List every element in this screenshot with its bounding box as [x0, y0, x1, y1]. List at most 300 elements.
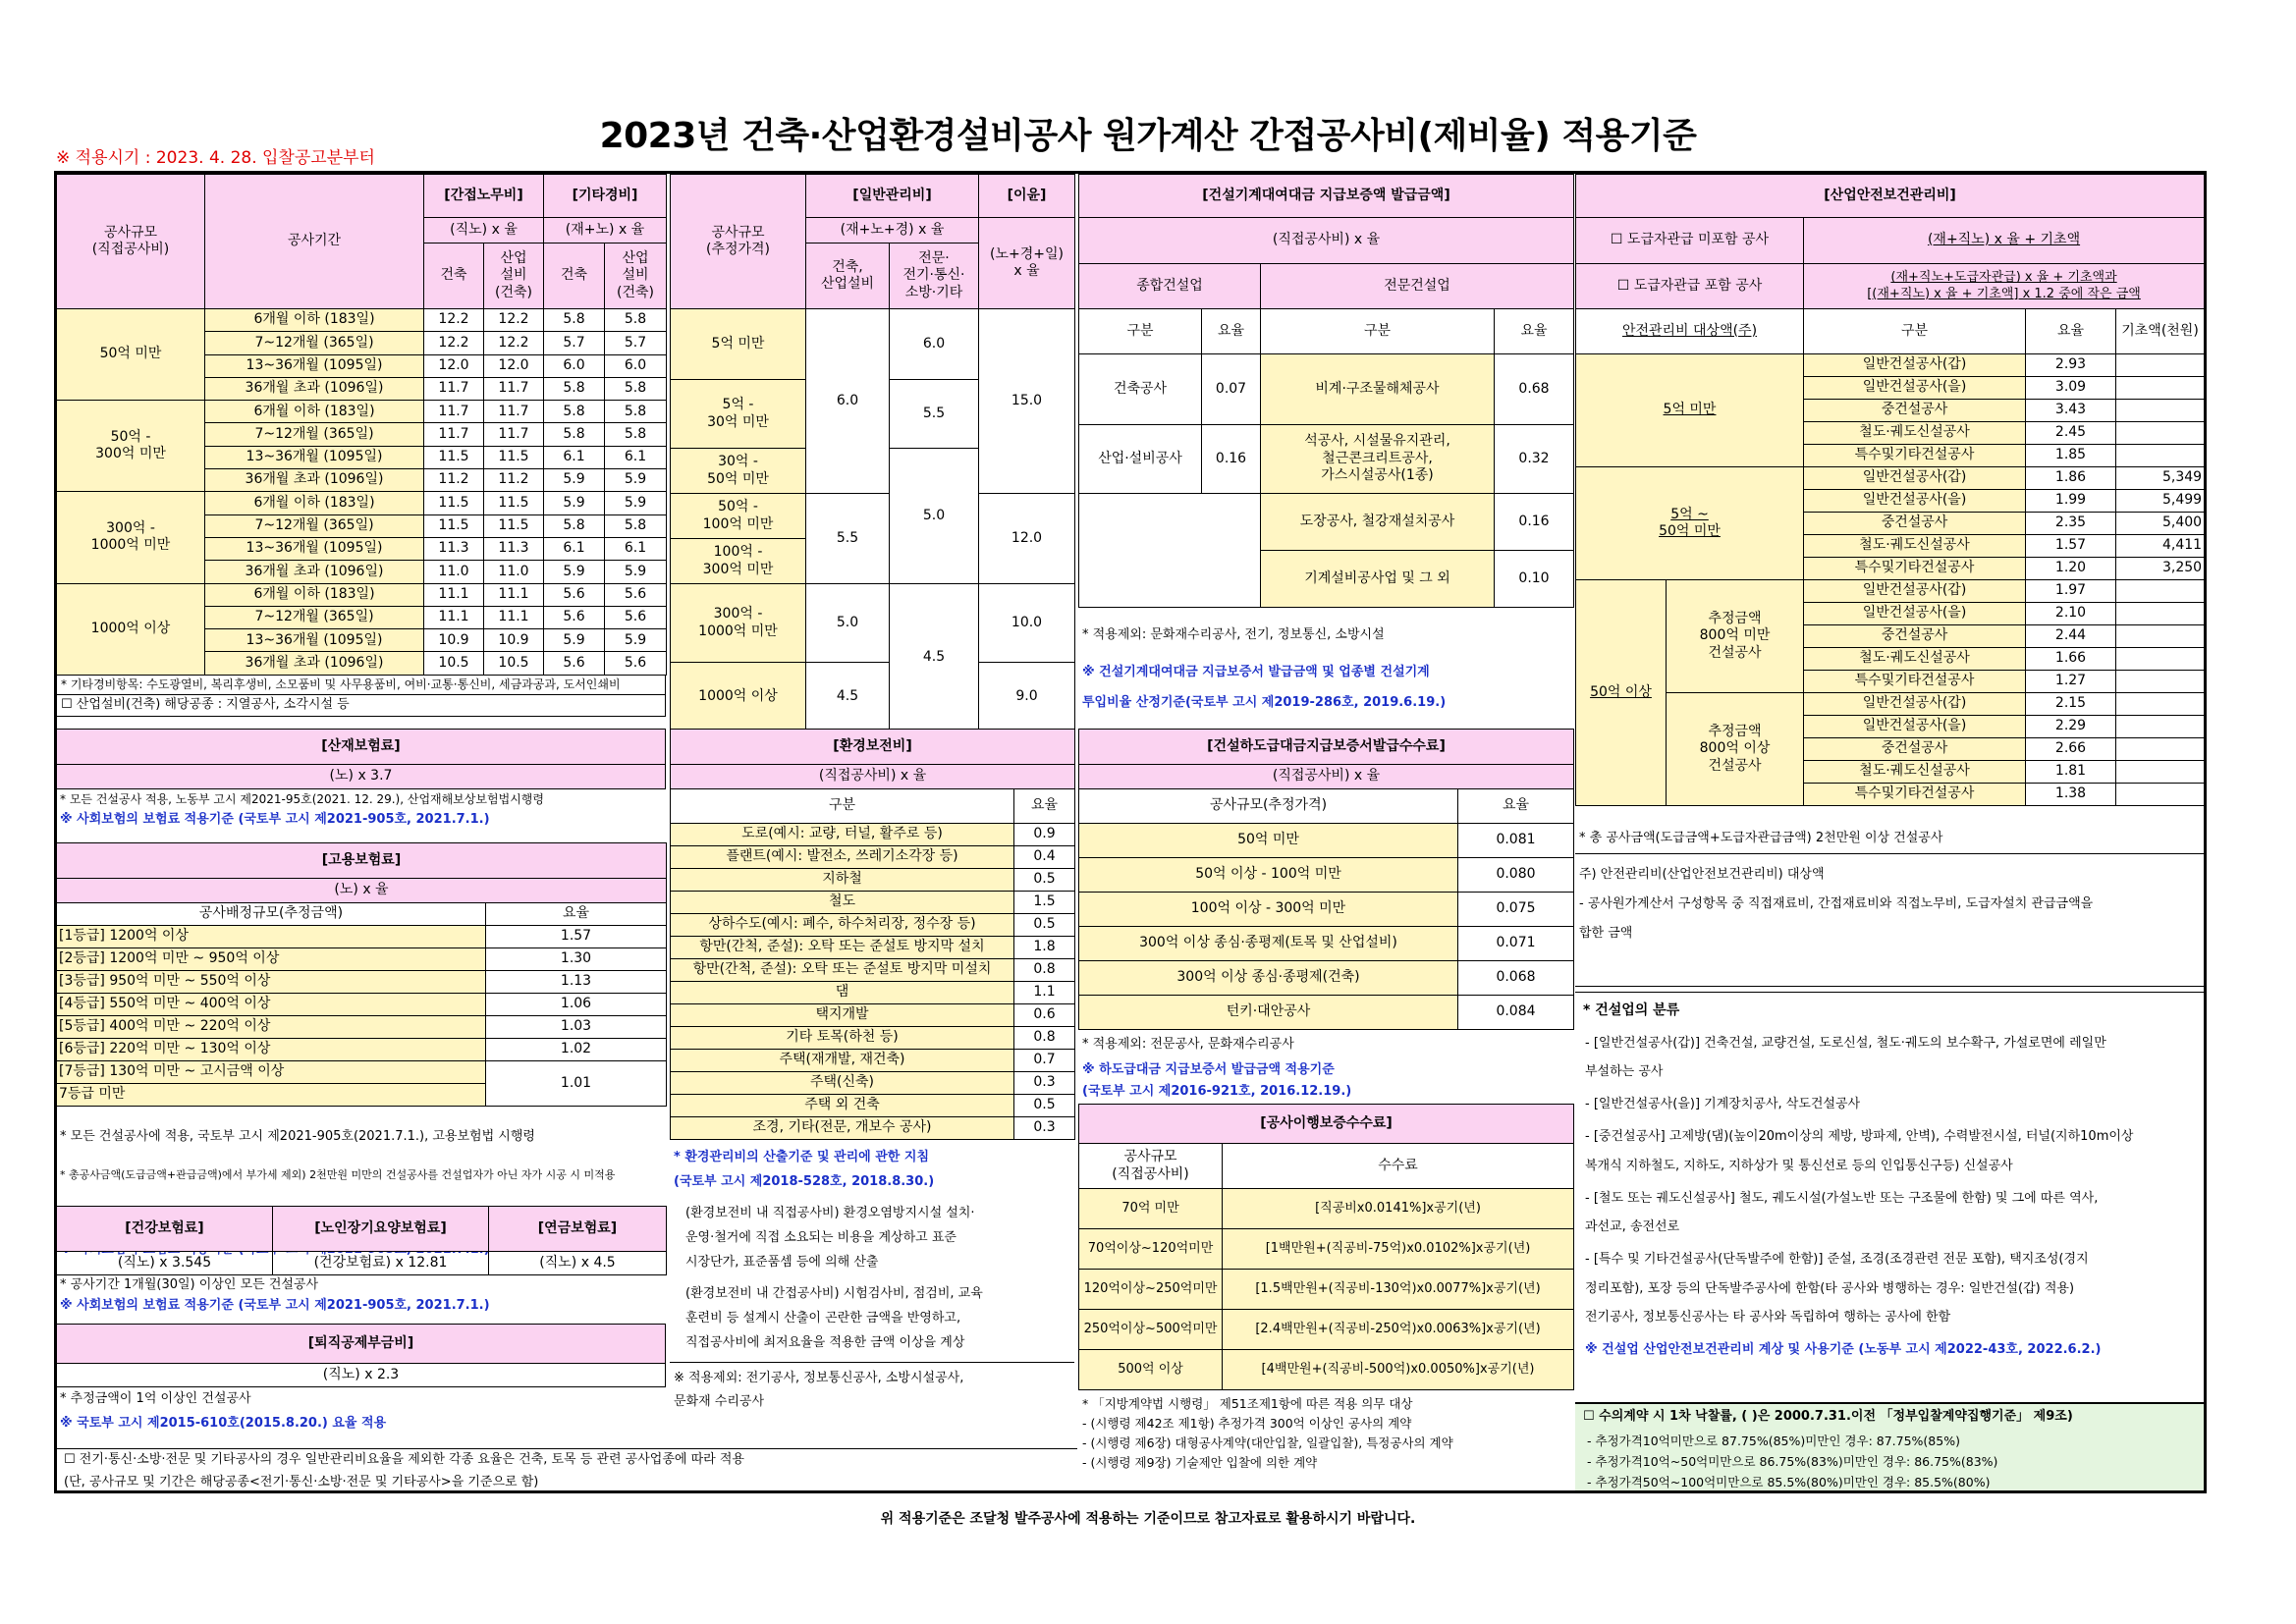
- safety-base: [2116, 761, 2205, 784]
- env-rate: 0.5: [1014, 1095, 1075, 1117]
- safety-type: 철도·궤도신설공사: [1804, 761, 2026, 784]
- subcon-row: [1079, 927, 1574, 961]
- labor-value: 6.1: [544, 537, 605, 560]
- employ-rate: 1.06: [486, 994, 667, 1016]
- safety-rate: 1.57: [2026, 535, 2116, 558]
- labor-period: 36개월 초과 (1096일): [205, 377, 424, 400]
- safety-scale: 50억 이상: [1576, 580, 1667, 806]
- mach-formula: (직접공사비) x 율: [1079, 218, 1574, 264]
- subcon-row: [1079, 858, 1574, 893]
- labor-scale: 300억 - 1000억 미만: [57, 492, 205, 583]
- labor-value: 5.6: [605, 606, 667, 628]
- gm-scale: 1000억 이상: [671, 663, 806, 731]
- subcon-table: [1078, 729, 1574, 1030]
- env-row: [671, 1072, 1075, 1095]
- labor-value: 5.8: [605, 377, 667, 400]
- labor-period: 6개월 이하 (183일): [205, 492, 424, 514]
- labor-h-other: [기타경비]: [544, 175, 667, 218]
- gm-c2-value: 6.0: [890, 309, 979, 380]
- safety-type: 철도·궤도신설공사: [1804, 422, 2026, 445]
- gm-h-c2: 전문· 전기·통신· 소방·기타: [890, 244, 979, 309]
- safety-type: 일반건설공사(갑): [1804, 354, 2026, 377]
- env-formula: (직접공사비) x 율: [671, 765, 1075, 789]
- labor-value: 5.6: [544, 606, 605, 628]
- subcon-title: [건설하도급대금지급보증서발급수수료]: [1079, 730, 1574, 765]
- subcon-row: [1079, 996, 1574, 1030]
- safety-type: 중건설공사: [1804, 400, 2026, 422]
- labor-value: 11.1: [424, 583, 484, 606]
- employ-row: [57, 1039, 667, 1061]
- safety-type: 일반건설공사(갑): [1804, 467, 2026, 490]
- env-type: 플랜트(예시: 발전소, 쓰레기소각장 등): [671, 846, 1014, 869]
- env-note-4: ※ 적용제외: 전기공사, 정보통신공사, 소방시설공사, 문화재 수리공사: [670, 1362, 1074, 1419]
- safety-type: 특수및기타건설공사: [1804, 671, 2026, 693]
- safety-base: [2116, 445, 2205, 467]
- mach-table: [1078, 174, 1574, 608]
- labor-h-period: 공사기간: [205, 175, 424, 309]
- gm-h-gm-formula: (재+노+경) x 율: [806, 218, 979, 244]
- labor-scale: 50억 미만: [57, 309, 205, 401]
- accident-title: [산재보험료]: [57, 730, 666, 765]
- health-block: [56, 1206, 666, 1317]
- perf-fee: [1.5백만원+(직공비-130억)x0.0077%]x공기(년): [1223, 1270, 1574, 1310]
- gm-h-c1: 건축, 산업설비: [806, 244, 890, 309]
- labor-value: 11.7: [424, 377, 484, 400]
- employ-rate: 1.30: [486, 948, 667, 971]
- safety-type: 철도·궤도신설공사: [1804, 535, 2026, 558]
- safety-r2-label: ☐ 도급자관급 포함 공사: [1576, 264, 1804, 309]
- perf-row: [1079, 1189, 1574, 1229]
- safety-type: 중건설공사: [1804, 625, 2026, 648]
- subcon-scale: 50억 미만: [1079, 824, 1458, 858]
- safety-type: 일반건설공사(을): [1804, 377, 2026, 400]
- mach-h-special: 전문건설업: [1261, 264, 1574, 309]
- labor-value: 6.1: [544, 446, 605, 468]
- mach-general-type: 산업·설비공사: [1079, 425, 1202, 494]
- labor-value: 6.0: [544, 354, 605, 377]
- labor-scale: 1000억 이상: [57, 583, 205, 675]
- subcon-scale: 50억 이상 - 100억 미만: [1079, 858, 1458, 893]
- retire-title: [퇴직공제부금비]: [57, 1325, 666, 1364]
- employ-scale: [6등급] 220억 미만 ~ 130억 이상: [57, 1039, 486, 1061]
- env-type: 조경, 기타(전문, 개보수 공사): [671, 1117, 1014, 1140]
- safety-rate: 1.85: [2026, 445, 2116, 467]
- mach-block: [1078, 174, 1573, 711]
- labor-value: 12.0: [484, 354, 544, 377]
- safety-h-base: 기초액(천원): [2116, 309, 2205, 354]
- env-row: [671, 869, 1075, 892]
- mach-special-type: 기계설비공사업 및 그 외: [1261, 551, 1495, 608]
- classify-item: - [특수 및 기타건설공사(단독발주에 한함)] 준설, 조경(조경관련 전문 포함), 택지조성(경지 정리포함), 포장 등의 단독발주공사에 한함(타 공사와 병행하는 경우: 일반건설(갑) 적용) 전기공사, 정보통신공사는 타 공사와 독립하여 행하는 공사에 한함: [1585, 1252, 2089, 1325]
- safety-rate: 2.45: [2026, 422, 2116, 445]
- labor-value: 5.9: [544, 629, 605, 652]
- safety-subscale: 추정금액 800억 미만 건설공사: [1667, 580, 1804, 693]
- labor-period: 13~36개월 (1095일): [205, 354, 424, 377]
- safety-base: 5,499: [2116, 490, 2205, 513]
- safety-base: 3,250: [2116, 558, 2205, 580]
- env-row: [671, 1050, 1075, 1072]
- footer-note: 위 적용기준은 조달청 발주공사에 적용하는 기준이므로 참고자료로 활용하시기 바랍니다.: [880, 1511, 1416, 1527]
- labor-value: 11.3: [424, 537, 484, 560]
- env-row: [671, 959, 1075, 982]
- employ-scale: [5등급] 400억 미만 ~ 220억 이상: [57, 1016, 486, 1039]
- employ-rate: 1.02: [486, 1039, 667, 1061]
- safety-base: [2116, 693, 2205, 716]
- subcon-rate: 0.068: [1458, 961, 1574, 996]
- labor-period: 13~36개월 (1095일): [205, 446, 424, 468]
- env-row: [671, 824, 1075, 846]
- labor-value: 5.6: [544, 652, 605, 675]
- health-note-2: ※ 사회보험의 보험료 적용기준 (국토부 고시 제2021-905호, 2021.7.1.): [60, 1297, 490, 1313]
- employ-row: [57, 948, 667, 971]
- gm-c1-value: 5.5: [806, 494, 890, 584]
- employ-rate: 1.01: [486, 1061, 667, 1107]
- safety-row: [1576, 354, 2205, 377]
- perf-fee: [직공비x0.0141%]x공기(년): [1223, 1189, 1574, 1229]
- mach-h-general: 종합건설업: [1079, 264, 1261, 309]
- env-type: 주택 외 건축: [671, 1095, 1014, 1117]
- employ-scale: [7등급] 130억 미만 ~ 고시금액 이상: [57, 1061, 486, 1084]
- env-row: [671, 982, 1075, 1004]
- labor-table: [56, 174, 667, 676]
- subcon-row: [1079, 824, 1574, 858]
- page-title: 2023년 건축·산업환경설비공사 원가계산 간접공사비(제비율) 적용기준: [599, 116, 1697, 156]
- env-row: [671, 914, 1075, 937]
- labor-h-plant: 산업 설비 (건축): [484, 244, 544, 309]
- safety-scale: 5억 미만: [1576, 354, 1804, 467]
- labor-value: 11.5: [424, 492, 484, 514]
- employ-scale: 7등급 미만: [57, 1084, 486, 1107]
- labor-value: 5.7: [544, 332, 605, 354]
- env-row: [671, 892, 1075, 914]
- safety-rate: 1.20: [2026, 558, 2116, 580]
- safety-base: [2116, 422, 2205, 445]
- env-row: [671, 1117, 1075, 1140]
- labor-value: 11.1: [484, 606, 544, 628]
- labor-value: 5.8: [605, 514, 667, 537]
- labor-value: 11.2: [424, 469, 484, 492]
- safety-rate: 1.66: [2026, 648, 2116, 671]
- subcon-rate: 0.075: [1458, 893, 1574, 927]
- env-type: 댐: [671, 982, 1014, 1004]
- employ-rate: 1.03: [486, 1016, 667, 1039]
- pension-formula: (직노) x 4.5: [489, 1252, 667, 1275]
- safety-type: 중건설공사: [1804, 513, 2026, 535]
- safety-r2-formula: (재+직노+도급자관급) x 율 + 기초액과 [(재+직노) x 율 + 기초액] x 1.2 중에 작은 금액: [1804, 264, 2205, 309]
- labor-value: 12.2: [484, 332, 544, 354]
- labor-period: 7~12개월 (365일): [205, 423, 424, 446]
- labor-value: 11.0: [484, 561, 544, 583]
- employ-note-1: * 모든 건설공사에 적용, 국토부 고시 제2021-905호(2021.7.1.), 고용보험법 시행령: [60, 1129, 535, 1145]
- employ-row: [57, 1061, 667, 1084]
- retire-note-2: ※ 국토부 고시 제2015-610호(2015.8.20.) 요율 적용: [60, 1415, 387, 1431]
- labor-period: 6개월 이하 (183일): [205, 583, 424, 606]
- safety-rate: 1.81: [2026, 761, 2116, 784]
- mach-empty: [1079, 494, 1261, 608]
- employ-scale: [2등급] 1200억 미만 ~ 950억 이상: [57, 948, 486, 971]
- accident-table: [56, 729, 666, 789]
- labor-value: 5.8: [544, 423, 605, 446]
- labor-period: 36개월 초과 (1096일): [205, 652, 424, 675]
- perf-note: * 「지방계약법 시행령」 제51조제1항에 따른 적용 의무 대상 - (시행령 제42조 제1항) 추정가격 300억 이상인 공사의 계약 - (시행령 제6장) 대형공사계약(대안입찰, 일괄입찰), 특정공사의 계약 - (시행령 제9장) 기술제안 입찰에 의한 계약: [1082, 1396, 1453, 1470]
- subcon-row: [1079, 961, 1574, 996]
- safety-h-type: 구분: [1804, 309, 2026, 354]
- env-type: 항만(간척, 준설): 오탁 또는 준설토 방지막 미설치: [671, 959, 1014, 982]
- mach-general-rate: 0.16: [1202, 425, 1261, 494]
- labor-notes: [56, 676, 666, 717]
- labor-value: 5.8: [544, 514, 605, 537]
- labor-value: 5.8: [544, 401, 605, 423]
- labor-value: 5.9: [544, 469, 605, 492]
- labor-value: 11.7: [484, 377, 544, 400]
- safety-rate: 2.15: [2026, 693, 2116, 716]
- safety-type: 철도·궤도신설공사: [1804, 648, 2026, 671]
- safety-rate: 1.99: [2026, 490, 2116, 513]
- labor-period: 13~36개월 (1095일): [205, 537, 424, 560]
- labor-period: 6개월 이하 (183일): [205, 309, 424, 332]
- labor-table-block: [56, 174, 666, 717]
- labor-row: [57, 492, 667, 514]
- labor-h-arch: 건축: [544, 244, 605, 309]
- classify-item: - [일반건설공사(갑)] 건축건설, 교량건설, 도로신설, 철도·궤도의 보수확구, 가설로면에 레일만 부설하는 공사: [1585, 1035, 2106, 1079]
- perf-scale: 70억 미만: [1079, 1189, 1223, 1229]
- env-row: [671, 1095, 1075, 1117]
- env-rate: 1.5: [1014, 892, 1075, 914]
- gm-profit-value: 10.0: [979, 584, 1075, 663]
- env-h-type: 구분: [671, 789, 1014, 824]
- env-row: [671, 1004, 1075, 1027]
- subcon-formula: (직접공사비) x 율: [1079, 765, 1574, 789]
- labor-h-plant: 산업 설비 (건축): [605, 244, 667, 309]
- labor-value: 6.1: [605, 446, 667, 468]
- safety-type: 일반건설공사(을): [1804, 716, 2026, 738]
- subcon-h-rate: 요율: [1458, 789, 1574, 824]
- employ-formula: (노) x 율: [57, 879, 667, 903]
- labor-period: 7~12개월 (365일): [205, 332, 424, 354]
- labor-value: 5.8: [544, 309, 605, 332]
- labor-period: 36개월 초과 (1096일): [205, 561, 424, 583]
- labor-value: 11.5: [484, 514, 544, 537]
- labor-h-arch: 건축: [424, 244, 484, 309]
- classify-item: - [중건설공사] 고제방(댐)(높이20m이상의 제방, 방파제, 안벽), 수력발전시설, 터널(지하10m이상 복개식 지하철도, 지하도, 지하상가 및 통신선로 등의 인입통신구등) 신설공사: [1585, 1129, 2134, 1173]
- labor-value: 12.2: [424, 309, 484, 332]
- labor-value: 5.8: [605, 423, 667, 446]
- env-title: [환경보전비]: [671, 730, 1075, 765]
- labor-value: 11.1: [484, 583, 544, 606]
- labor-note-2: ☐ 산업설비(건축) 해당공종 : 지열공사, 소각시설 등: [57, 694, 665, 716]
- labor-value: 5.9: [605, 561, 667, 583]
- labor-period: 13~36개월 (1095일): [205, 629, 424, 652]
- labor-value: 12.2: [484, 309, 544, 332]
- mach-h-rate: 요율: [1202, 309, 1261, 354]
- mach-special-type: 도장공사, 철강재설치공사: [1261, 494, 1495, 551]
- safety-scale: 5억 ~ 50억 미만: [1576, 467, 1804, 580]
- mach-h-type: 구분: [1261, 309, 1495, 354]
- env-rate: 0.3: [1014, 1117, 1075, 1140]
- labor-value: 5.8: [605, 309, 667, 332]
- safety-base: [2116, 603, 2205, 625]
- env-rate: 0.7: [1014, 1050, 1075, 1072]
- safety-base: [2116, 648, 2205, 671]
- gm-h-profit: [이윤]: [979, 175, 1075, 218]
- classify-block: [1575, 992, 2204, 1402]
- labor-value: 6.0: [605, 354, 667, 377]
- safety-rate: 2.35: [2026, 513, 2116, 535]
- subcon-scale: 300억 이상 종심·종평제(토목 및 산업설비): [1079, 927, 1458, 961]
- labor-h-other-formula: (재+노) x 율: [544, 218, 667, 244]
- health-title: [건강보험료]: [57, 1207, 273, 1252]
- gm-c2-value: 5.5: [890, 380, 979, 449]
- subcon-h-scale: 공사규모(추정가격): [1079, 789, 1458, 824]
- mach-note-2: ※ 건설기계대여대금 지급보증서 발급금액 및 업종별 건설기계 투입비율 산정기준(국토부 고시 제2019-286호, 2019.6.19.): [1082, 665, 1447, 711]
- perf-title: [공사이행보증수수료]: [1079, 1105, 1574, 1144]
- labor-value: 6.1: [605, 537, 667, 560]
- labor-value: 5.9: [605, 629, 667, 652]
- env-row: [671, 1027, 1075, 1050]
- env-row: [671, 937, 1075, 959]
- env-type: 지하철: [671, 869, 1014, 892]
- env-block: [670, 729, 1074, 1419]
- labor-value: 5.8: [605, 401, 667, 423]
- safety-r1-formula: (재+직노) x 율 + 기초액: [1804, 218, 2205, 264]
- gm-c2-value: 4.5: [890, 584, 979, 731]
- mach-special-rate: 0.32: [1495, 425, 1574, 494]
- perf-scale: 70억이상~120억미만: [1079, 1229, 1223, 1270]
- labor-value: 5.6: [605, 652, 667, 675]
- env-rate: 0.8: [1014, 959, 1075, 982]
- gm-profit-value: 12.0: [979, 494, 1075, 584]
- perf-row: [1079, 1310, 1574, 1350]
- safety-note-1: * 총 공사금액(도급금액+도급자관급금액) 2천만원 이상 건설공사: [1579, 831, 1943, 845]
- safety-r1-label: ☐ 도급자관급 미포함 공사: [1576, 218, 1804, 264]
- env-h-rate: 요율: [1014, 789, 1075, 824]
- contract-title: ☐ 수의계약 시 1차 낙찰률, ( )은 2000.7.31.이전 「정부입찰계약집행기준」 제9조): [1583, 1409, 2073, 1424]
- labor-value: 11.2: [484, 469, 544, 492]
- employ-rate: 1.13: [486, 971, 667, 994]
- safety-rate: 3.09: [2026, 377, 2116, 400]
- safety-base: [2116, 716, 2205, 738]
- labor-value: 11.7: [484, 423, 544, 446]
- env-rate: 1.1: [1014, 982, 1075, 1004]
- accident-note-1: * 모든 건설공사 적용, 노동부 고시 제2021-95호(2021. 12. 29.), 산업재해보상보험법시행령: [60, 792, 544, 806]
- gm-c1-value: 5.0: [806, 584, 890, 663]
- mach-special-rate: 0.16: [1495, 494, 1574, 551]
- env-type: 도로(예시: 교량, 터널, 활주로 등): [671, 824, 1014, 846]
- safety-type: 특수및기타건설공사: [1804, 445, 2026, 467]
- safety-title: [산업안전보건관리비]: [1576, 175, 2205, 218]
- perf-fee: [2.4백만원+(직공비-250억)x0.0063%]x공기(년): [1223, 1310, 1574, 1350]
- retire-formula: (직노) x 2.3: [57, 1364, 666, 1387]
- safety-rate: 3.43: [2026, 400, 2116, 422]
- labor-scale: 50억 - 300억 미만: [57, 401, 205, 492]
- gm-c2-value: 5.0: [890, 449, 979, 584]
- subcon-block: [1078, 729, 1573, 1103]
- safety-note-2: 주) 안전관리비(산업안전보건관리비) 대상액 - 공사원가계산서 구성항목 중 직접재료비, 간접재료비와 직접노무비, 도급자설치 관급금액을 합한 금액: [1575, 853, 2204, 987]
- retire-table: [56, 1324, 666, 1387]
- env-type: 철도: [671, 892, 1014, 914]
- safety-type: 일반건설공사(을): [1804, 490, 2026, 513]
- health-table: [56, 1206, 667, 1275]
- safety-type: 특수및기타건설공사: [1804, 784, 2026, 806]
- env-note-1: * 환경관리비의 산출기준 및 관리에 관한 지침 (국토부 고시 제2018-528호, 2018.8.30.): [674, 1150, 935, 1189]
- safety-rate: 1.97: [2026, 580, 2116, 603]
- gm-table-block: [670, 174, 1074, 731]
- gm-scale: 30억 - 50억 미만: [671, 449, 806, 494]
- subcon-row: [1079, 893, 1574, 927]
- env-rate: 1.8: [1014, 937, 1075, 959]
- labor-value: 11.7: [484, 401, 544, 423]
- env-rate: 0.9: [1014, 824, 1075, 846]
- labor-period: 7~12개월 (365일): [205, 514, 424, 537]
- labor-value: 5.9: [544, 561, 605, 583]
- env-type: 항만(간척, 준설): 오탁 또는 준설토 방지막 설치: [671, 937, 1014, 959]
- safety-base: [2116, 377, 2205, 400]
- env-type: 기타 토목(하천 등): [671, 1027, 1014, 1050]
- gm-h-scale: 공사규모 (추정가격): [671, 175, 806, 309]
- mach-title: [건설기계대여대금 지급보증액 발급금액]: [1079, 175, 1574, 218]
- perf-fee: [1백만원+(직공비-75억)x0.0102%]x공기(년): [1223, 1229, 1574, 1270]
- perf-scale: 120억이상~250억미만: [1079, 1270, 1223, 1310]
- labor-value: 10.9: [424, 629, 484, 652]
- mach-special-type: 비계·구조물해체공사: [1261, 354, 1495, 425]
- perf-scale: 250억이상~500억미만: [1079, 1310, 1223, 1350]
- ltc-title: [노인장기요양보험료]: [273, 1207, 489, 1252]
- labor-h-indirect: [간접노무비]: [424, 175, 544, 218]
- perf-table: [1078, 1104, 1574, 1390]
- safety-base: [2116, 784, 2205, 806]
- safety-rate: 2.66: [2026, 738, 2116, 761]
- perf-h-scale: 공사규모 (직접공사비): [1079, 1144, 1223, 1189]
- labor-row: [57, 309, 667, 332]
- safety-base: [2116, 738, 2205, 761]
- labor-value: 11.5: [424, 446, 484, 468]
- labor-value: 5.6: [544, 583, 605, 606]
- safety-rate: 2.10: [2026, 603, 2116, 625]
- contract-lines: - 추정가격10억미만으로 87.75%(85%)미만인 경우: 87.75%(85%) - 추정가격10억~50억미만으로 86.75%(83%)미만인 경우: 86.75%(83%) - 추정가격50억~100억미만으로 85.5%(80%)미만인 경우: 85.5%(80%): [1587, 1433, 1998, 1490]
- safety-h-rate: 요율: [2026, 309, 2116, 354]
- env-rate: 0.5: [1014, 869, 1075, 892]
- labor-period: 6개월 이하 (183일): [205, 401, 424, 423]
- safety-base: 4,411: [2116, 535, 2205, 558]
- accident-block: [56, 729, 666, 831]
- employ-row: [57, 994, 667, 1016]
- safety-base: [2116, 580, 2205, 603]
- labor-value: 11.0: [424, 561, 484, 583]
- classify-list: [1575, 1029, 2204, 1332]
- mach-special-type: 석공사, 시설물유지관리, 철근콘크리트공사, 가스시설공사(1종): [1261, 425, 1495, 494]
- pension-title: [연금보험료]: [489, 1207, 667, 1252]
- subcon-scale: 300억 이상 종심·종평제(건축): [1079, 961, 1458, 996]
- subcon-rate: 0.084: [1458, 996, 1574, 1030]
- safety-row: [1576, 467, 2205, 490]
- gm-c1-value: 4.5: [806, 663, 890, 731]
- bottom-note: ☐ 전기·통신·소방·전문 및 기타공사의 경우 일반관리비요율을 제외한 각종 요율은 건축, 토목 등 관련 공사업종에 따라 적용 (단, 공사규모 및 기간은 해당공종<전기·통신·소방·전문 및 기타공사>을 기준으로 함): [56, 1448, 1077, 1494]
- safety-base: [2116, 354, 2205, 377]
- accident-formula: (노) x 3.7: [57, 765, 666, 789]
- safety-row: [1576, 580, 2205, 603]
- gm-scale: 100억 - 300억 미만: [671, 539, 806, 584]
- env-type: 주택(재개발, 재건축): [671, 1050, 1014, 1072]
- retire-note-1: * 추정금액이 1억 이상인 건설공사: [60, 1391, 251, 1406]
- env-type: 주택(신축): [671, 1072, 1014, 1095]
- classify-title: * 건설업의 분류: [1583, 1002, 1680, 1018]
- safety-base: [2116, 400, 2205, 422]
- gm-h-gm: [일반관리비]: [806, 175, 979, 218]
- env-row: [671, 846, 1075, 869]
- classify-note: ※ 건설업 산업안전보건관리비 계상 및 사용기준 (노동부 고시 제2022-43호, 2022.6.2.): [1585, 1342, 2102, 1357]
- gm-scale: 5억 미만: [671, 309, 806, 380]
- gm-profit-value: 15.0: [979, 309, 1075, 494]
